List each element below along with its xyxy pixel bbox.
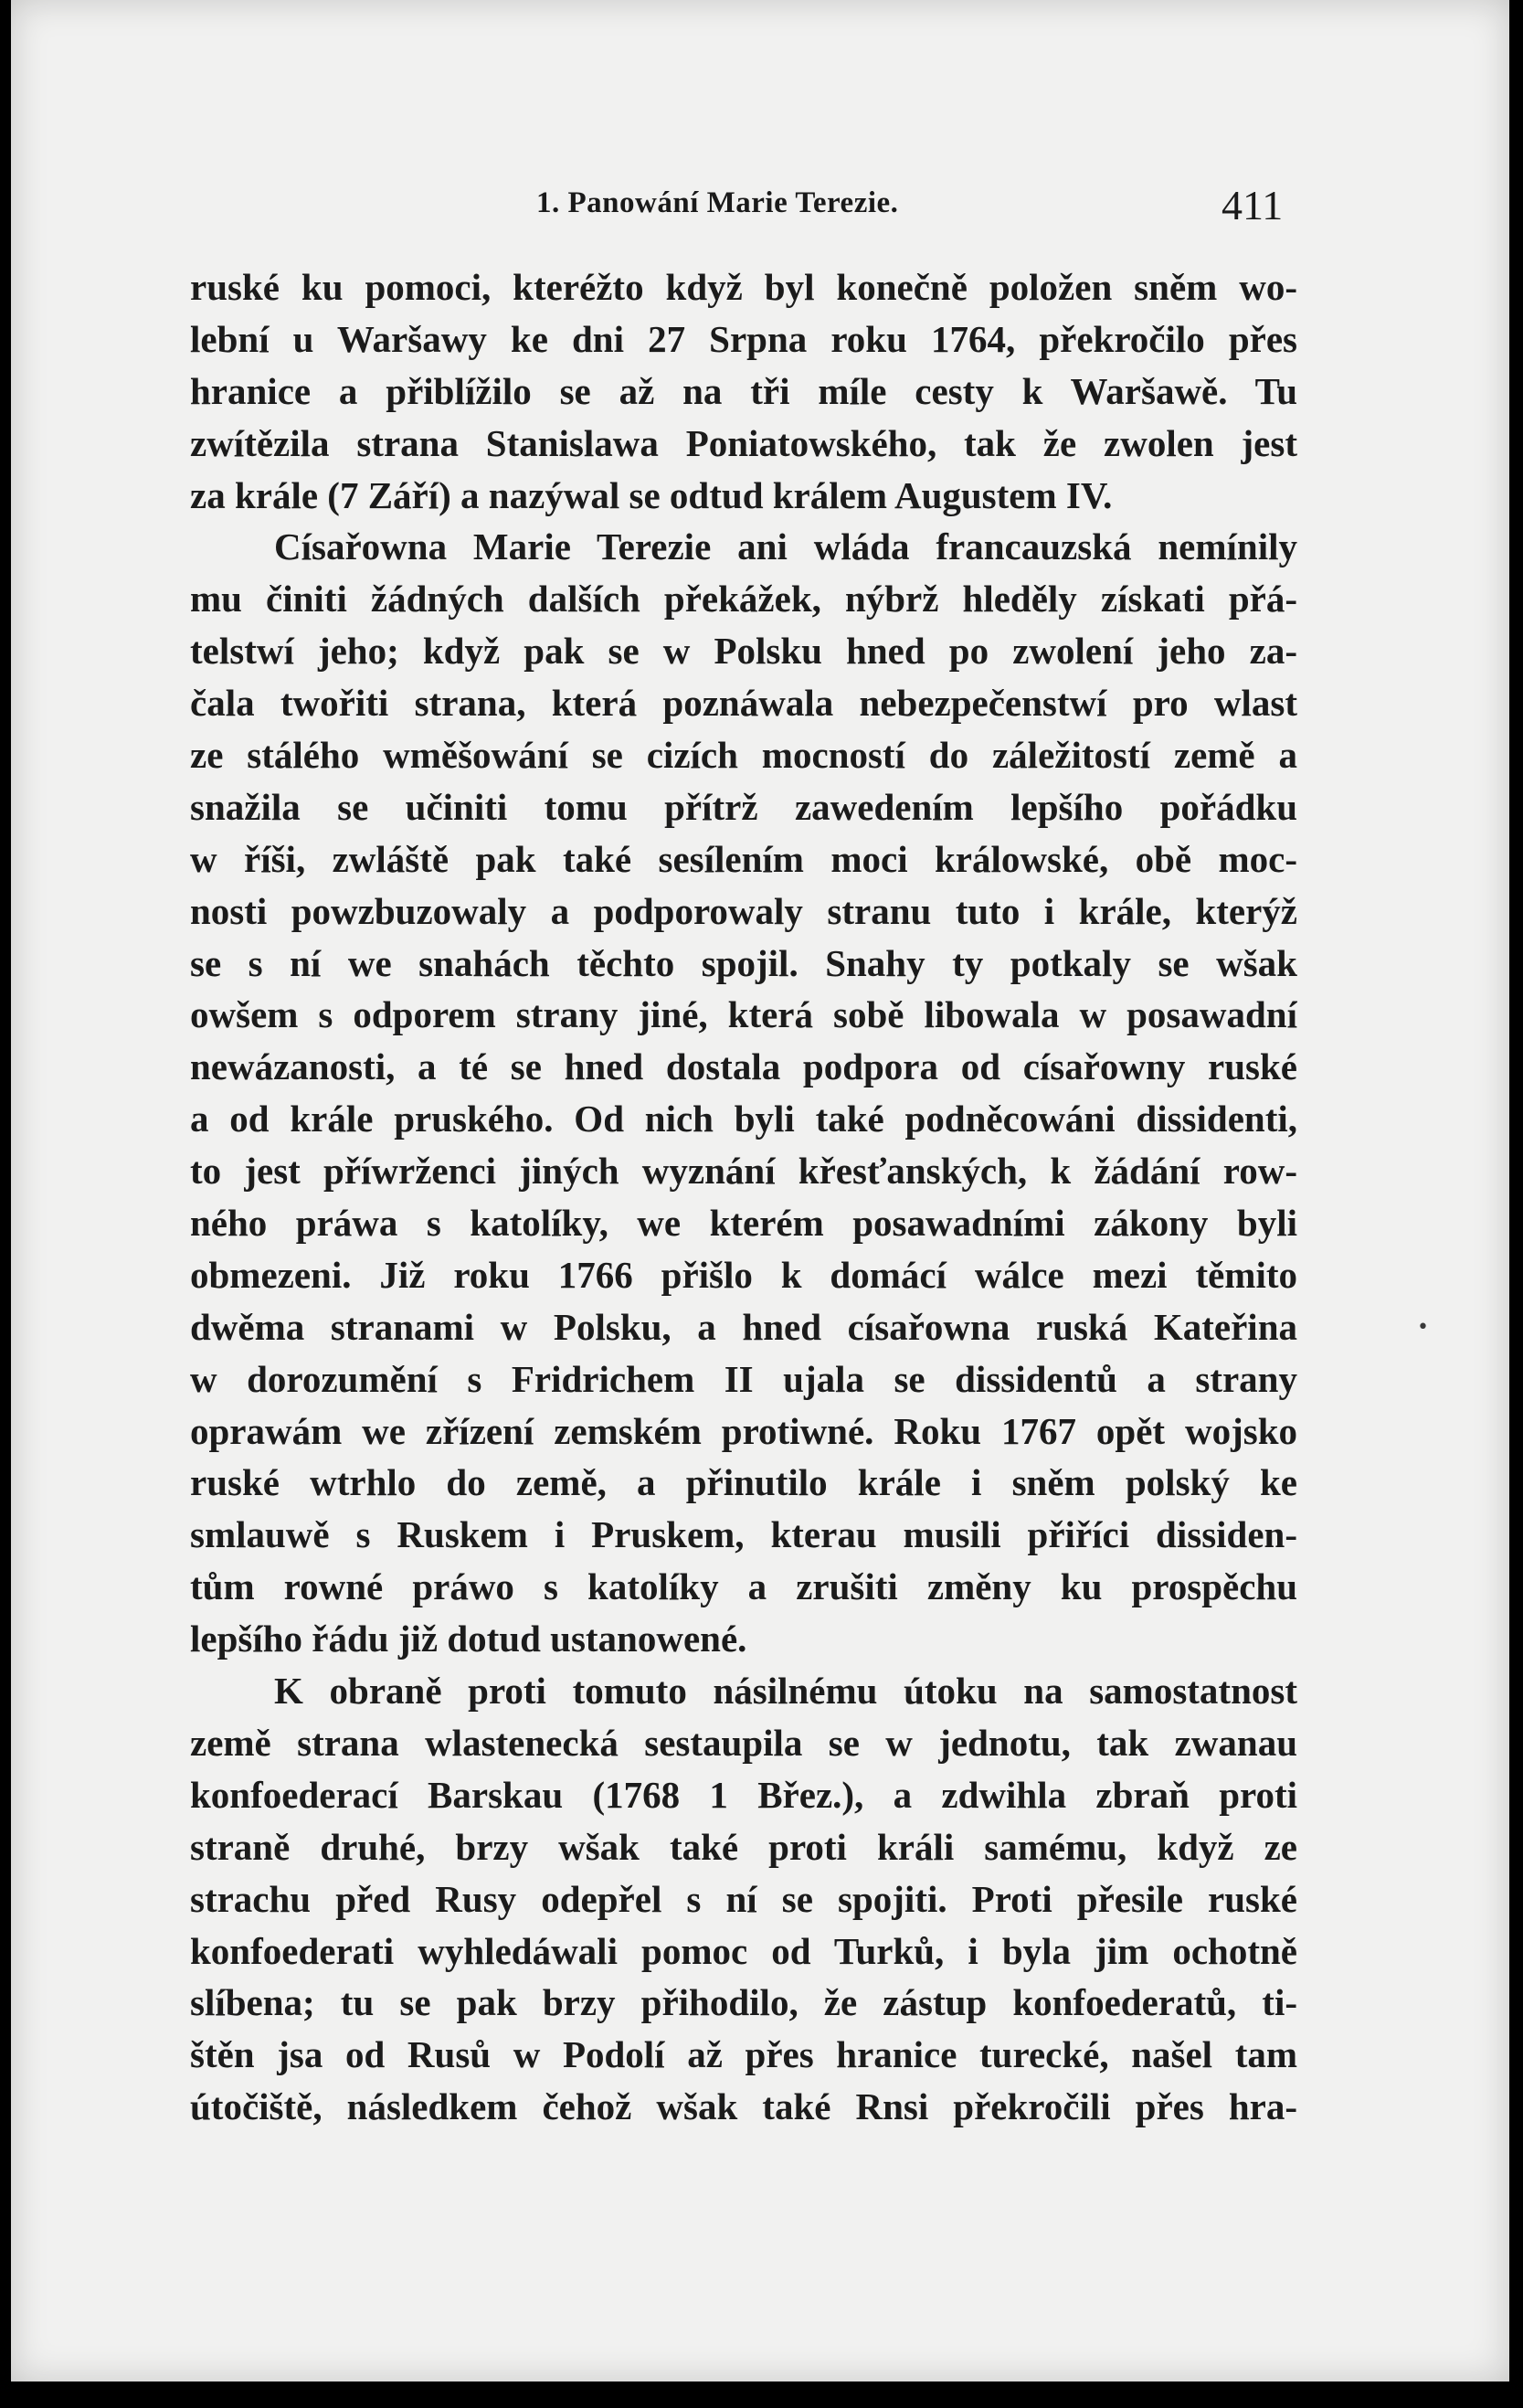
text-line: tům rowné práwo s katolíky a zrušiti změny ku prospěchu [190, 1565, 1297, 1608]
book-page [11, 0, 1509, 2381]
running-head: 1. Panowání Marie Terezie. [536, 186, 899, 219]
text-line: obmezeni. Již roku 1766 přišlo k domácí wálce mezi těmito [190, 1253, 1297, 1296]
text-line: oprawám we zřízení zemském protiwné. Roku 1767 opět wojsko [190, 1409, 1297, 1452]
paragraph [190, 261, 1297, 521]
text-line: mu činiti žádných dalších překážek, nýbrž hleděly získati přá- [190, 578, 1297, 621]
page-number: 411 [1222, 182, 1284, 228]
body-text [190, 261, 1297, 2133]
paragraph [190, 521, 1297, 1665]
text-line: za krále (7 Září) a nazýwal se odtud králem Augustem IV. [190, 473, 1113, 516]
text-line: čala twořiti strana, která poznáwala nebezpečenstwí pro wlast [190, 682, 1297, 725]
text-line: owšem s odporem strany jiné, která sobě libowala w posawadní [190, 993, 1297, 1036]
text-line: lební u Waršawy ke dni 27 Srpna roku 1764, překročilo přes [190, 317, 1297, 360]
page-header [11, 179, 1509, 234]
text-line: zwítězila strana Stanislawa Poniatowského, tak že zwolen jest [190, 421, 1297, 464]
margin-speck: • [1417, 1316, 1429, 1339]
text-line: telstwí jeho; když pak se w Polsku hned po zwolení jeho za- [190, 630, 1297, 673]
text-line: se s ní we snahách těchto spojil. Snahy ty potkaly se wšak [190, 941, 1297, 984]
paragraph [190, 1665, 1297, 2133]
text-line: ruské ku pomoci, kteréžto když byl konečně položen sněm wo- [190, 266, 1297, 308]
text-line: konfoederati wyhledáwali pomoc od Turků, i byla jim ochotně [190, 1929, 1297, 1972]
text-line: a od krále pruského. Od nich byli také podněcowáni dissidenti, [190, 1098, 1297, 1140]
text-line: dwěma stranami w Polsku, a hned císařowna ruská Kateřina [190, 1305, 1297, 1348]
text-line: štěn jsa od Rusů w Podolí až přes hranice turecké, našel tam [190, 2033, 1297, 2076]
text-line: ruské wtrhlo do země, a přinutilo krále i sněm polský ke [190, 1461, 1297, 1504]
text-line: lepšího řádu již dotud ustanowené. [190, 1618, 747, 1660]
text-line: nosti powzbuzowaly a podporowaly stranu tuto i krále, kterýž [190, 889, 1297, 932]
text-line: w říši, zwláště pak také sesílením moci králowské, obě moc- [190, 837, 1297, 880]
text-line: ze stálého wměšowání se cizích mocností do záležitostí země a [190, 734, 1297, 777]
text-line: útočiště, následkem čehož wšak také Rnsi překročili přes hra- [190, 2085, 1297, 2128]
text-line: w dorozumění s Fridrichem II ujala se dissidentů a strany [190, 1357, 1297, 1400]
text-line: země strana wlastenecká sestaupila se w jednotu, tak zwanau [190, 1721, 1297, 1764]
text-line: snažila se učiniti tomu přítrž zawedením lepšího pořádku [190, 785, 1297, 828]
text-line: Císařowna Marie Terezie ani wláda francauzská nemínily [274, 525, 1297, 568]
text-line: konfoederací Barskau (1768 1 Břez.), a zdwihla zbraň proti [190, 1773, 1297, 1816]
text-line: hranice a přiblížilo se až na tři míle cesty k Waršawě. Tu [190, 369, 1297, 412]
text-line: slíbena; tu se pak brzy přihodilo, že zástup konfoederatů, ti- [190, 1981, 1297, 2024]
text-line: newázanosti, a té se hned dostala podpora od císařowny ruské [190, 1045, 1297, 1088]
text-line: to jest příwrženci jiných wyznání křesťanských, k žádání row- [190, 1150, 1297, 1193]
text-line: strachu před Rusy odepřel s ní se spojiti. Proti přesile ruské [190, 1877, 1297, 1920]
text-line: straně druhé, brzy wšak také proti králi samému, když ze [190, 1825, 1297, 1868]
text-line: K obraně proti tomuto násilnému útoku na samostatnost [274, 1670, 1297, 1713]
text-line: smlauwě s Ruskem i Pruskem, kterau musili přiříci dissiden- [190, 1513, 1297, 1556]
text-line: ného práwa s katolíky, we kterém posawadními zákony byli [190, 1202, 1297, 1245]
